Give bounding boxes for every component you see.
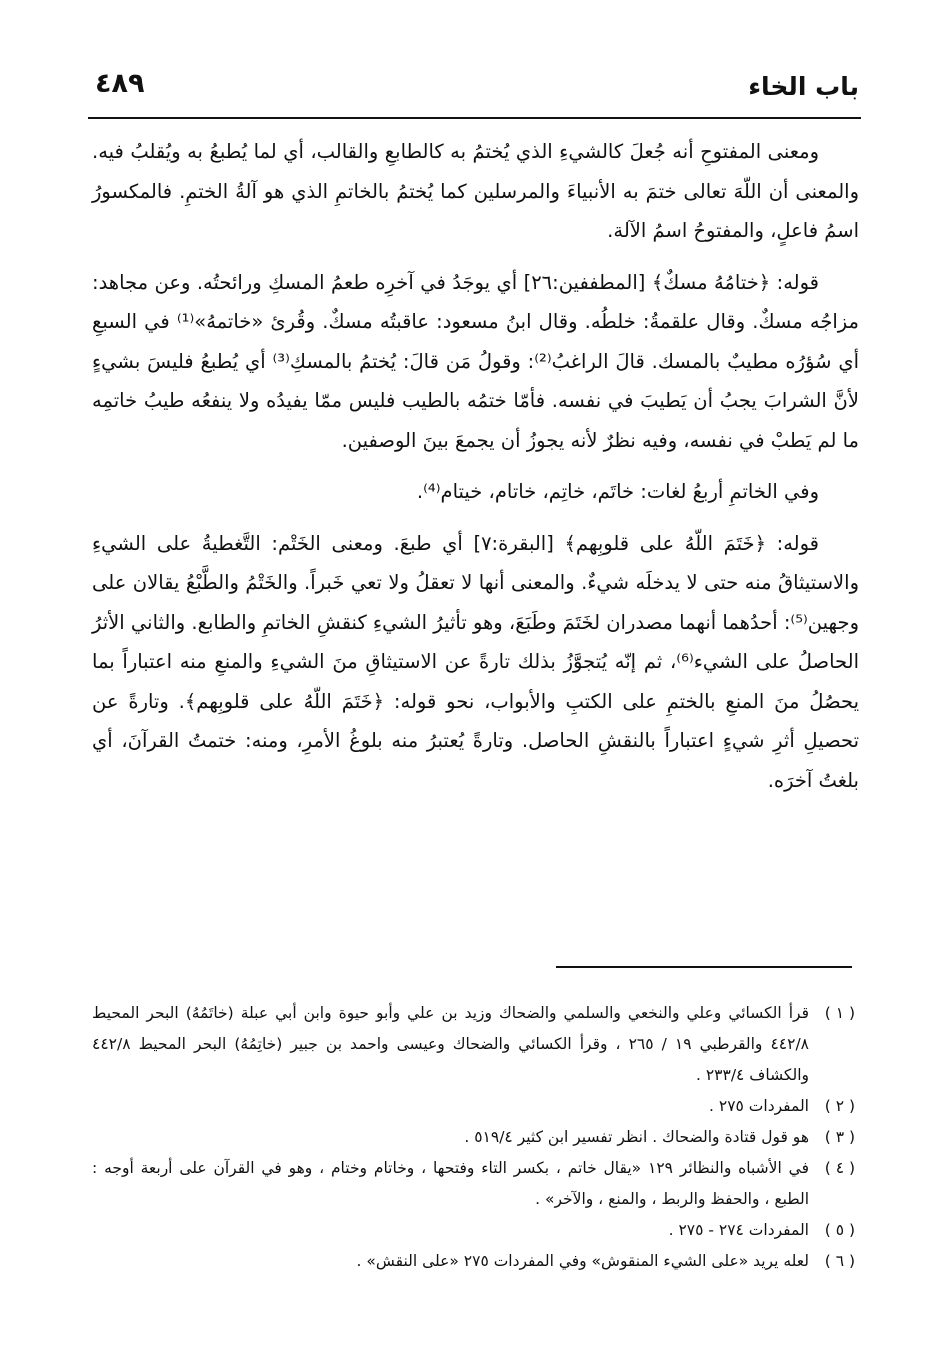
footnote-number: ( ١ ) bbox=[824, 1004, 855, 1022]
paragraph-text: قوله: ﴿ختامُهُ مسكٌ﴾ [المطففين:٢٦] أي يوجَدُ في آخرِه طعمُ المسكِ ورائحتُه. وعن مجاهد: مزاجُه مسكٌ. وقال علقمةُ: خلطُه. وقال ابنُ مسعود: عاقبتُه مسكٌ. وقُرئ «خاتمهُ»⁽¹⁾ في السبعِ أي سُؤرُه مطيبٌ بالمسك. قالَ الراغبُ⁽²⁾: وقولُ مَن قالَ: يُختمُ بالمسكِ⁽³⁾ أي يُطبعُ فليسَ بشيءٍ لأنَّ الشرابَ يجبُ أن يَطيبَ في نفسه. فأمّا ختمُه بالطيب فليس ممّا يفيدُه ولا ينفعُه طيبُ خاتمِه ما لم يَطبْ في نفسه، وفيه نظرٌ لأنه يجوزُ أن يجمعَ بينَ الوصفين. bbox=[92, 270, 860, 452]
footnote-text: المفردات ٢٧٥ . bbox=[709, 1097, 809, 1115]
paragraph-text: وفي الخاتمِ أربعُ لغات: خاتَم، خاتِم، خاتام، خيتام⁽⁴⁾. bbox=[416, 480, 819, 503]
footnote-number: ( ٢ ) bbox=[824, 1097, 855, 1115]
footnote bbox=[92, 998, 855, 1091]
footnote-number: ( ٤ ) bbox=[824, 1159, 855, 1177]
footnote-text: قرأ الكسائي وعلي والنخعي والسلمي والضحاك وزيد بن علي وأبو حيوة وابن أبي عبلة (خاتَمُهُ) البحر المحيط ٤٤٢/٨ والقرطبي ١٩ / ٢٦٥ ، وقرأ الكسائي والضحاك وعيسى واحمد بن جبير (خاتِمُهُ) البحر المحيط ٤٤٢/٨ والكشاف ٢٣٣/٤ . bbox=[92, 1004, 809, 1084]
footnote-text: المفردات ٢٧٤ - ٢٧٥ . bbox=[668, 1221, 809, 1239]
page-number: ٤٨٩ bbox=[95, 68, 145, 99]
footnote-text: في الأشباه والنظائر ١٢٩ «يقال خاتم ، بكسر التاء وفتحها ، وخاتام وختام ، وهو في القرآن على أربعة أوجه : الطبع ، والحفظ والربط ، والمنع ، والآخر» . bbox=[92, 1159, 809, 1208]
paragraph bbox=[92, 132, 859, 251]
footnote bbox=[92, 1122, 855, 1153]
paragraph-text: ومعنى المفتوحِ أنه جُعلَ كالشيءِ الذي يُختمُ به كالطابعِ والقالب، أي لما يُطبعُ به ويُقلبُ فيه. والمعنى أن اللّهَ تعالى ختمَ به الأنبياءَ والمرسلين كما يُختمُ بالخاتمِ الذي هو آلةُ الختمِ. فالمكسورُ اسمُ فاعلٍ، والمفتوحُ اسمُ الآلة. bbox=[92, 140, 859, 242]
footnote bbox=[92, 1246, 855, 1277]
footnote bbox=[92, 1153, 855, 1215]
footnote-number: ( ٦ ) bbox=[824, 1252, 855, 1270]
main-text bbox=[92, 132, 859, 800]
footnote-number: ( ٣ ) bbox=[824, 1128, 855, 1146]
footnote-divider bbox=[556, 966, 852, 968]
footnote-text: لعله يريد «على الشيء المنقوش» وفي المفردات ٢٧٥ «على النقش» . bbox=[356, 1252, 809, 1270]
paragraph-text: قوله: ﴿خَتَمَ اللّهُ على قلوبِهم﴾ [البقرة:٧] أي طبعَ. ومعنى الخَتْم: التَّغطيةُ على الشيءِ والاستيثاقُ منه حتى لا يدخلَه شيءٌ. والمعنى أنها لا تعقلُ ولا تعي خَبراً. والخَتْمُ والطَّبْعُ يقالان على وجهين⁽⁵⁾: أحدُهما أنهما مصدران لخَتَمَ وطَبَعَ، وهو تأثيرُ الشيءِ كنقشِ الخاتمِ والطابع. والثاني الأثرُ الحاصلُ على الشيء⁽⁶⁾، ثم إنّه يُتجوَّزُ بذلك تارةً عن الاستيثاقِ منَ الشيءِ والمنعِ منه اعتباراً بما يحصُلُ منَ المنعِ بالختمِ على الكتبِ والأبواب، نحو قوله: ﴿خَتَمَ اللّهُ على قلوبِهم﴾. وتارةً عن تحصيلِ أثرِ شيءٍ اعتباراً بالنقشِ الحاصل. وتارةً يُعتبرُ منه بلوغُ الأمرِ، ومنه: ختمتُ القرآنَ، أي بلغتُ آخرَه. bbox=[92, 531, 860, 792]
paragraph bbox=[92, 524, 859, 801]
footnote bbox=[92, 1215, 855, 1246]
chapter-title: باب الخاء bbox=[748, 72, 859, 101]
page-header bbox=[95, 62, 859, 112]
footnotes bbox=[92, 998, 855, 1277]
paragraph bbox=[92, 263, 859, 461]
footnote-number: ( ٥ ) bbox=[824, 1221, 855, 1239]
footnote bbox=[92, 1091, 855, 1122]
paragraph bbox=[92, 472, 859, 512]
footnote-text: هو قول قتادة والضحاك . انظر تفسير ابن كثير ٥١٩/٤ . bbox=[464, 1128, 809, 1146]
header-divider bbox=[88, 117, 861, 119]
